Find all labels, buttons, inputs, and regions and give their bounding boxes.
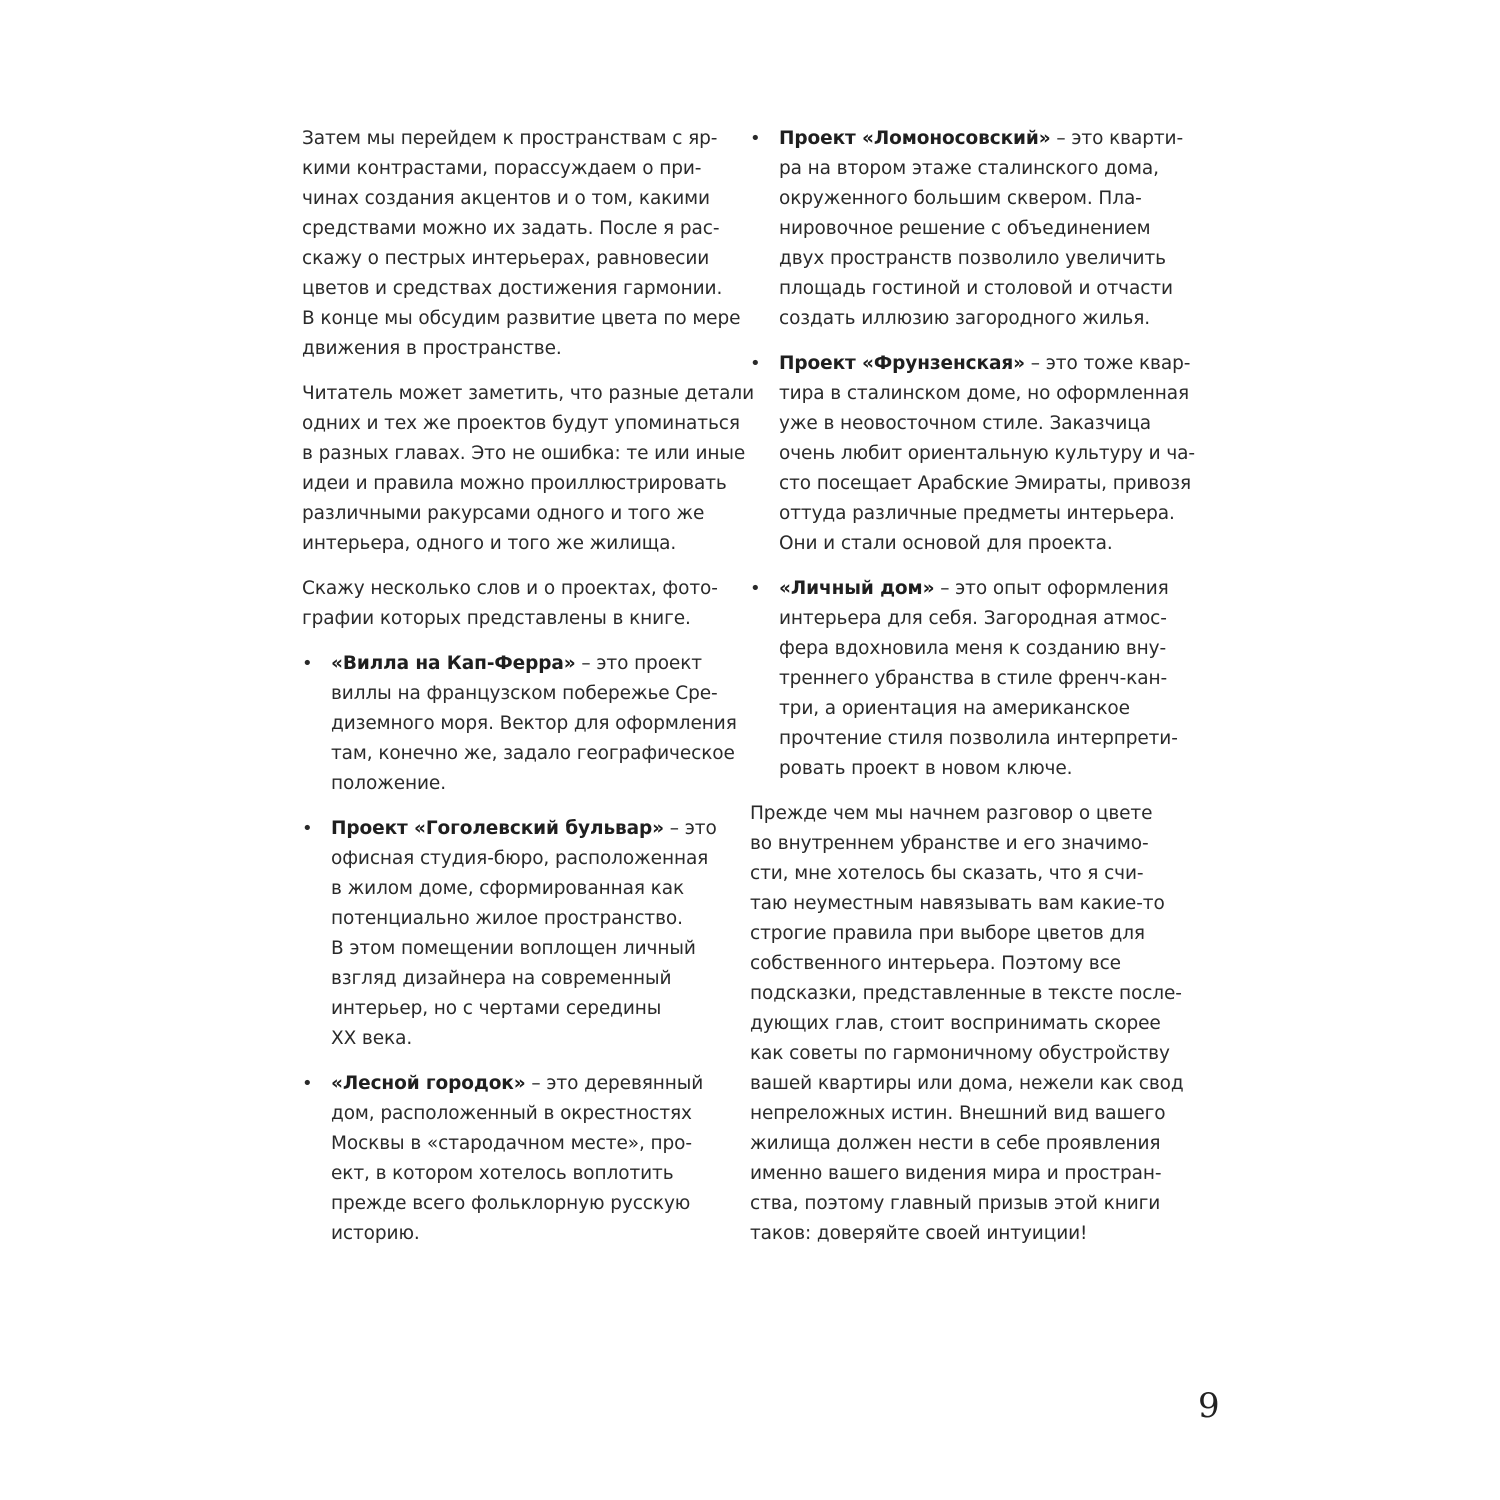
text-line: Они и стали основой для проекта. — [779, 533, 1113, 554]
text-line: фера вдохновила меня к созданию вну- — [779, 638, 1167, 659]
page-number: 9 — [1198, 1386, 1220, 1426]
text-line: жилища должен нести в себе проявления — [750, 1133, 1161, 1154]
text-line: непреложных истин. Внешний вид вашего — [750, 1103, 1166, 1124]
text-line: прочтение стиля позволила интерпрети- — [779, 728, 1178, 749]
text-line: собственного интерьера. Поэтому все — [750, 953, 1121, 974]
text-line — [779, 124, 1190, 154]
text-line: идеи и правила можно проиллюстрировать — [302, 473, 727, 494]
text-line — [779, 574, 1190, 604]
text-line: В этом помещении воплощен личный — [331, 938, 696, 959]
paragraph-reader-note — [302, 379, 755, 559]
text-line: ра на втором этаже сталинского дома, — [779, 158, 1159, 179]
bullet-icon: • — [302, 818, 313, 839]
text-line: оттуда различные предметы интерьера. — [779, 503, 1175, 524]
bullet-icon: • — [750, 578, 761, 599]
list-item-frunzenskaya — [750, 349, 1195, 559]
text-line — [331, 1069, 742, 1099]
text-line: историю. — [331, 1223, 420, 1244]
project-title: Проект «Фрунзенская» — [779, 353, 1025, 374]
right-column — [750, 124, 1195, 1264]
text-line: ства, поэтому главный призыв этой книги — [750, 1193, 1161, 1214]
text-line: диземного моря. Вектор для оформления — [331, 713, 737, 734]
text-line: как советы по гармоничному обустройству — [750, 1043, 1170, 1064]
list-item-lomonosovsky — [750, 124, 1190, 334]
project-title: «Личный дом» — [779, 578, 935, 599]
text-line: там, конечно же, задало географическое — [331, 743, 735, 764]
project-title: «Лесной городок» — [331, 1073, 526, 1094]
text-line: в разных главах. Это не ошибка: те или иные — [302, 443, 746, 464]
text-line: таю неуместным навязывать вам какие-то — [750, 893, 1165, 914]
paragraph-projects-intro — [302, 574, 742, 634]
project-title: «Вилла на Кап-Ферра» — [331, 653, 576, 674]
text-line: XX века. — [331, 1028, 413, 1049]
text-line: В конце мы обсудим развитие цвета по мере — [302, 308, 741, 329]
text-line: сти, мне хотелось бы сказать, что я счи- — [750, 863, 1144, 884]
text-line: взгляд дизайнера на современный — [331, 968, 672, 989]
text-fragment: – это проект — [575, 653, 702, 674]
text-line: графии которых представлены в книге. — [302, 608, 691, 629]
text-line: сто посещает Арабские Эмираты, привозя — [779, 473, 1192, 494]
text-fragment: – это тоже квар- — [1025, 353, 1191, 374]
text-line: дующих глав, стоит воспринимать скорее — [750, 1013, 1161, 1034]
text-line: в жилом доме, сформированная как — [331, 878, 685, 899]
text-line: положение. — [331, 773, 446, 794]
text-line: три, а ориентация на американское — [779, 698, 1130, 719]
text-line: скажу о пестрых интерьерах, равновесии — [302, 248, 710, 269]
text-line: офисная студия-бюро, расположенная — [331, 848, 709, 869]
text-line: виллы на французском побережье Сре- — [331, 683, 718, 704]
text-line: очень любит ориентальную культуру и ча- — [779, 443, 1195, 464]
text-line: ровать проект в новом ключе. — [779, 758, 1073, 779]
text-line — [779, 349, 1190, 379]
list-item-gogolevsky — [302, 814, 742, 1054]
text-line: прежде всего фольклорную русскую — [331, 1193, 691, 1214]
bullet-icon: • — [302, 1073, 313, 1094]
text-line: интерьера для себя. Загородная атмос- — [779, 608, 1167, 629]
project-title: Проект «Гоголевский бульвар» — [331, 818, 665, 839]
text-line: различными ракурсами одного и того же — [302, 503, 705, 524]
text-line: цветов и средствах достижения гармонии. — [302, 278, 723, 299]
paragraph-conclusion — [750, 799, 1190, 1249]
text-fragment: – это кварти- — [1050, 128, 1184, 149]
text-line: именно вашего видения мира и простран- — [750, 1163, 1162, 1184]
text-line: строгие правила при выборе цветов для — [750, 923, 1145, 944]
list-item-villa — [302, 649, 742, 799]
text-line: Затем мы перейдем к пространствам с яр- — [302, 128, 718, 149]
text-line: кими контрастами, порассуждаем о при- — [302, 158, 702, 179]
text-line: подсказки, представленные в тексте после- — [750, 983, 1182, 1004]
text-line: Москвы в «стародачном месте», про- — [331, 1133, 692, 1154]
text-line: чинах создания акцентов и о том, какими — [302, 188, 710, 209]
text-line: интерьера, одного и того же жилища. — [302, 533, 677, 554]
text-line: Читатель может заметить, что разные детали — [302, 383, 755, 404]
text-line: создать иллюзию загородного жилья. — [779, 308, 1150, 329]
list-item-lesnoy-gorodok — [302, 1069, 742, 1249]
paragraph-intro — [302, 124, 742, 364]
text-line — [331, 814, 742, 844]
text-line: таков: доверяйте своей интуиции! — [750, 1223, 1088, 1244]
text-line: дом, расположенный в окрестностях — [331, 1103, 692, 1124]
text-line: потенциально жилое пространство. — [331, 908, 683, 929]
text-line: движения в пространстве. — [302, 338, 562, 359]
text-line: тира в сталинском доме, но оформленная — [779, 383, 1189, 404]
bullet-icon: • — [302, 653, 313, 674]
text-fragment: – это опыт оформления — [934, 578, 1169, 599]
bullet-icon: • — [750, 353, 761, 374]
text-line: интерьер, но с чертами середины — [331, 998, 662, 1019]
left-column — [302, 124, 755, 1264]
project-title: Проект «Ломоносовский» — [779, 128, 1051, 149]
text-line: вашей квартиры или дома, нежели как свод — [750, 1073, 1184, 1094]
text-line: Скажу несколько слов и о проектах, фото- — [302, 578, 718, 599]
list-item-personal-house — [750, 574, 1190, 784]
text-line: уже в неовосточном стиле. Заказчица — [779, 413, 1151, 434]
text-fragment: – это деревянный — [525, 1073, 704, 1094]
text-line: треннего убранства в стиле френч-кан- — [779, 668, 1168, 689]
text-line: окруженного большим сквером. Пла- — [779, 188, 1142, 209]
text-line: нировочное решение с объединением — [779, 218, 1151, 239]
text-line: средствами можно их задать. После я рас- — [302, 218, 720, 239]
text-line: во внутреннем убранстве и его значимо- — [750, 833, 1149, 854]
text-fragment: – это — [664, 818, 717, 839]
text-line: двух пространств позволило увеличить — [779, 248, 1166, 269]
text-line: ект, в котором хотелось воплотить — [331, 1163, 674, 1184]
text-line: Прежде чем мы начнем разговор о цвете — [750, 803, 1153, 824]
text-line: площадь гостиной и столовой и отчасти — [779, 278, 1173, 299]
text-line — [331, 649, 742, 679]
bullet-icon: • — [750, 128, 761, 149]
text-line: одних и тех же проектов будут упоминаться — [302, 413, 740, 434]
